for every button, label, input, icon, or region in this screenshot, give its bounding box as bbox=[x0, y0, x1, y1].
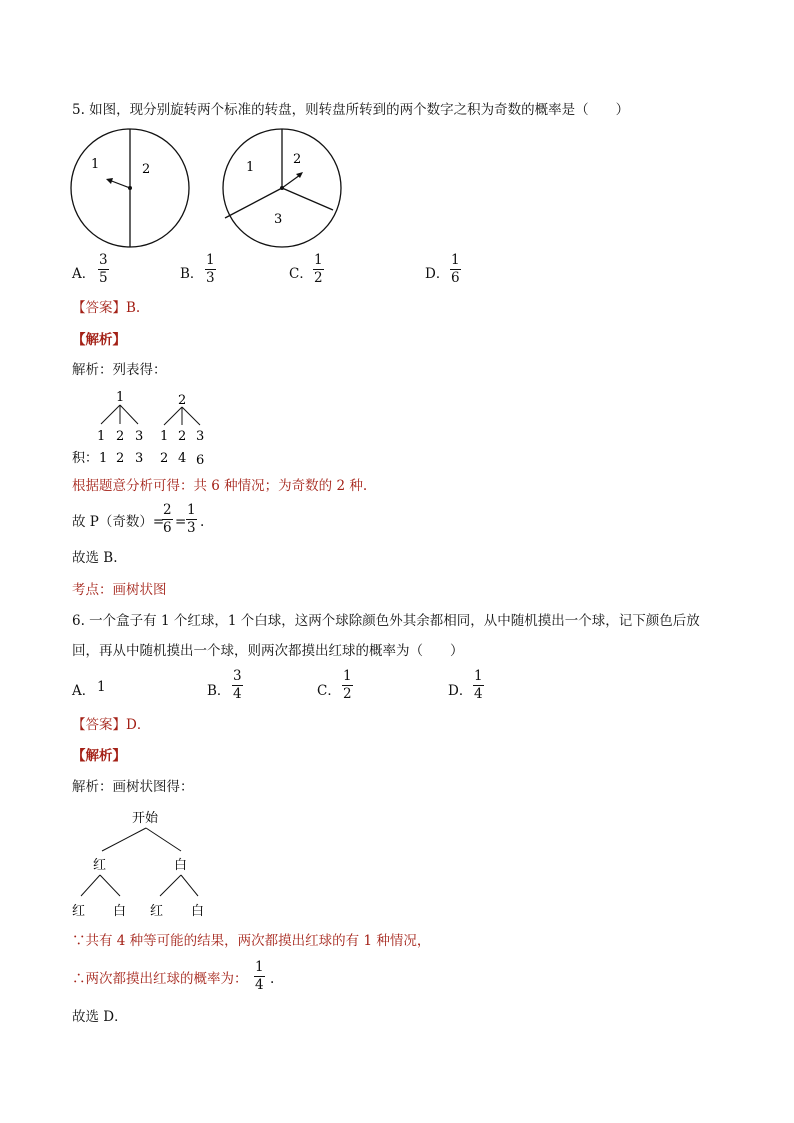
q6-therefore-prefix: ∴两次都摸出红球的概率为： bbox=[72, 971, 248, 987]
q5-product-label: 积： bbox=[72, 451, 99, 466]
q6-tree-level2-4: 白 bbox=[191, 904, 205, 919]
q5-tree-child-b2: 2 bbox=[178, 429, 187, 444]
q6-answer: 【答案】D． bbox=[72, 717, 151, 733]
q6-option-c-fraction: 1 2 bbox=[343, 668, 352, 702]
spinner-wheel-2 bbox=[223, 129, 341, 247]
q5-topic: 考点：画树状图 bbox=[72, 582, 167, 598]
q6-stem-line-1: 6. 一个盒子有 1 个红球，1 个白球，这两个球除颜色外其余都相同，从中随机摸出一个球，记下颜色后放 bbox=[72, 613, 700, 629]
wheel1-label-1: 1 bbox=[91, 157, 100, 172]
wheel2-label-3: 3 bbox=[274, 212, 283, 227]
q5-product-1: 1 bbox=[99, 451, 108, 466]
spinner-pointer-2 bbox=[282, 175, 300, 188]
q6-tree-level1-red: 红 bbox=[93, 858, 107, 873]
q6-therefore-suffix: . bbox=[270, 971, 275, 987]
q5-analysis-title: 【解析】 bbox=[72, 332, 126, 348]
q6-option-a-letter: A． bbox=[72, 683, 96, 699]
q6-option-c-letter: C． bbox=[317, 683, 341, 699]
q6-tree-root: 开始 bbox=[132, 811, 159, 826]
q6-tree-diagram bbox=[66, 805, 226, 920]
q5-option-c-letter: C． bbox=[289, 266, 313, 282]
q6-because: ∵共有 4 种等可能的结果，两次都摸出红球的有 1 种情况， bbox=[72, 933, 431, 949]
q5-tree-diagram bbox=[68, 388, 228, 466]
q5-option-a-letter: A． bbox=[72, 266, 96, 282]
wheel1-label-2: 2 bbox=[142, 162, 151, 177]
spinner-figure bbox=[60, 125, 360, 260]
q5-product-3: 3 bbox=[135, 451, 144, 466]
q5-option-b-fraction: 1 3 bbox=[206, 252, 215, 286]
q6-option-a-value: 1 bbox=[97, 679, 106, 695]
q5-tree-root-1: 1 bbox=[116, 390, 125, 405]
q6-tree-level1-white: 白 bbox=[174, 858, 188, 873]
q5-option-a-fraction: 3 5 bbox=[99, 252, 108, 286]
q6-tree-level2-3: 红 bbox=[150, 904, 164, 919]
q6-analysis-title: 【解析】 bbox=[72, 748, 126, 764]
spinner-wheel-1 bbox=[71, 129, 189, 247]
q5-conclusion: 根据题意分析可得：共 6 种情况；为奇数的 2 种. bbox=[72, 478, 368, 494]
q5-prob-prefix: 故 P（奇数）= bbox=[72, 514, 165, 530]
q5-tree-child-b3: 3 bbox=[196, 429, 205, 444]
q6-option-d-letter: D． bbox=[448, 683, 473, 699]
q5-product-5: 4 bbox=[178, 451, 187, 466]
q5-product-2: 2 bbox=[116, 451, 125, 466]
wheel2-label-1: 1 bbox=[246, 160, 255, 175]
q5-analysis-intro: 解析：列表得： bbox=[72, 362, 167, 378]
q6-therefore-fraction: 1 4 bbox=[255, 959, 264, 993]
q6-option-b-letter: B． bbox=[207, 683, 231, 699]
q6-choose: 故选 D． bbox=[72, 1009, 128, 1025]
q6-tree-level2-2: 白 bbox=[113, 904, 127, 919]
q5-choose: 故选 B. bbox=[72, 550, 118, 566]
q5-prob-fraction-2: 1 3 bbox=[187, 502, 196, 536]
q5-tree-child-b1: 1 bbox=[160, 429, 169, 444]
q6-option-b-fraction: 3 4 bbox=[233, 668, 242, 702]
q5-tree-root-2: 2 bbox=[178, 393, 187, 408]
q5-tree-child-a3: 3 bbox=[135, 429, 144, 444]
q5-stem: 5. 如图，现分别旋转两个标准的转盘，则转盘所转到的两个数字之积为奇数的概率是（ ） bbox=[72, 102, 630, 118]
q5-answer: 【答案】B. bbox=[72, 300, 141, 316]
q5-option-d-fraction: 1 6 bbox=[451, 252, 460, 286]
q5-tree-child-a2: 2 bbox=[116, 429, 125, 444]
q5-prob-fraction-1: 2 6 bbox=[163, 502, 172, 536]
q5-prob-equals: = bbox=[175, 514, 187, 530]
q5-option-d-letter: D． bbox=[425, 266, 450, 282]
wheel2-label-2: 2 bbox=[293, 152, 302, 167]
spinner-pointer-1 bbox=[109, 180, 130, 188]
q6-option-d-fraction: 1 4 bbox=[474, 668, 483, 702]
q5-product-4: 2 bbox=[160, 451, 169, 466]
q5-product-6: 6 bbox=[196, 453, 205, 466]
q5-prob-suffix: . bbox=[200, 514, 205, 530]
q6-tree-level2-1: 红 bbox=[72, 904, 86, 919]
q6-stem-line-2: 回，再从中随机摸出一个球，则两次都摸出红球的概率为（ ） bbox=[72, 643, 464, 659]
q5-option-b-letter: B． bbox=[180, 266, 204, 282]
q6-analysis-intro: 解析：画树状图得： bbox=[72, 779, 194, 795]
q5-tree-child-a1: 1 bbox=[97, 429, 106, 444]
q5-option-c-fraction: 1 2 bbox=[314, 252, 323, 286]
